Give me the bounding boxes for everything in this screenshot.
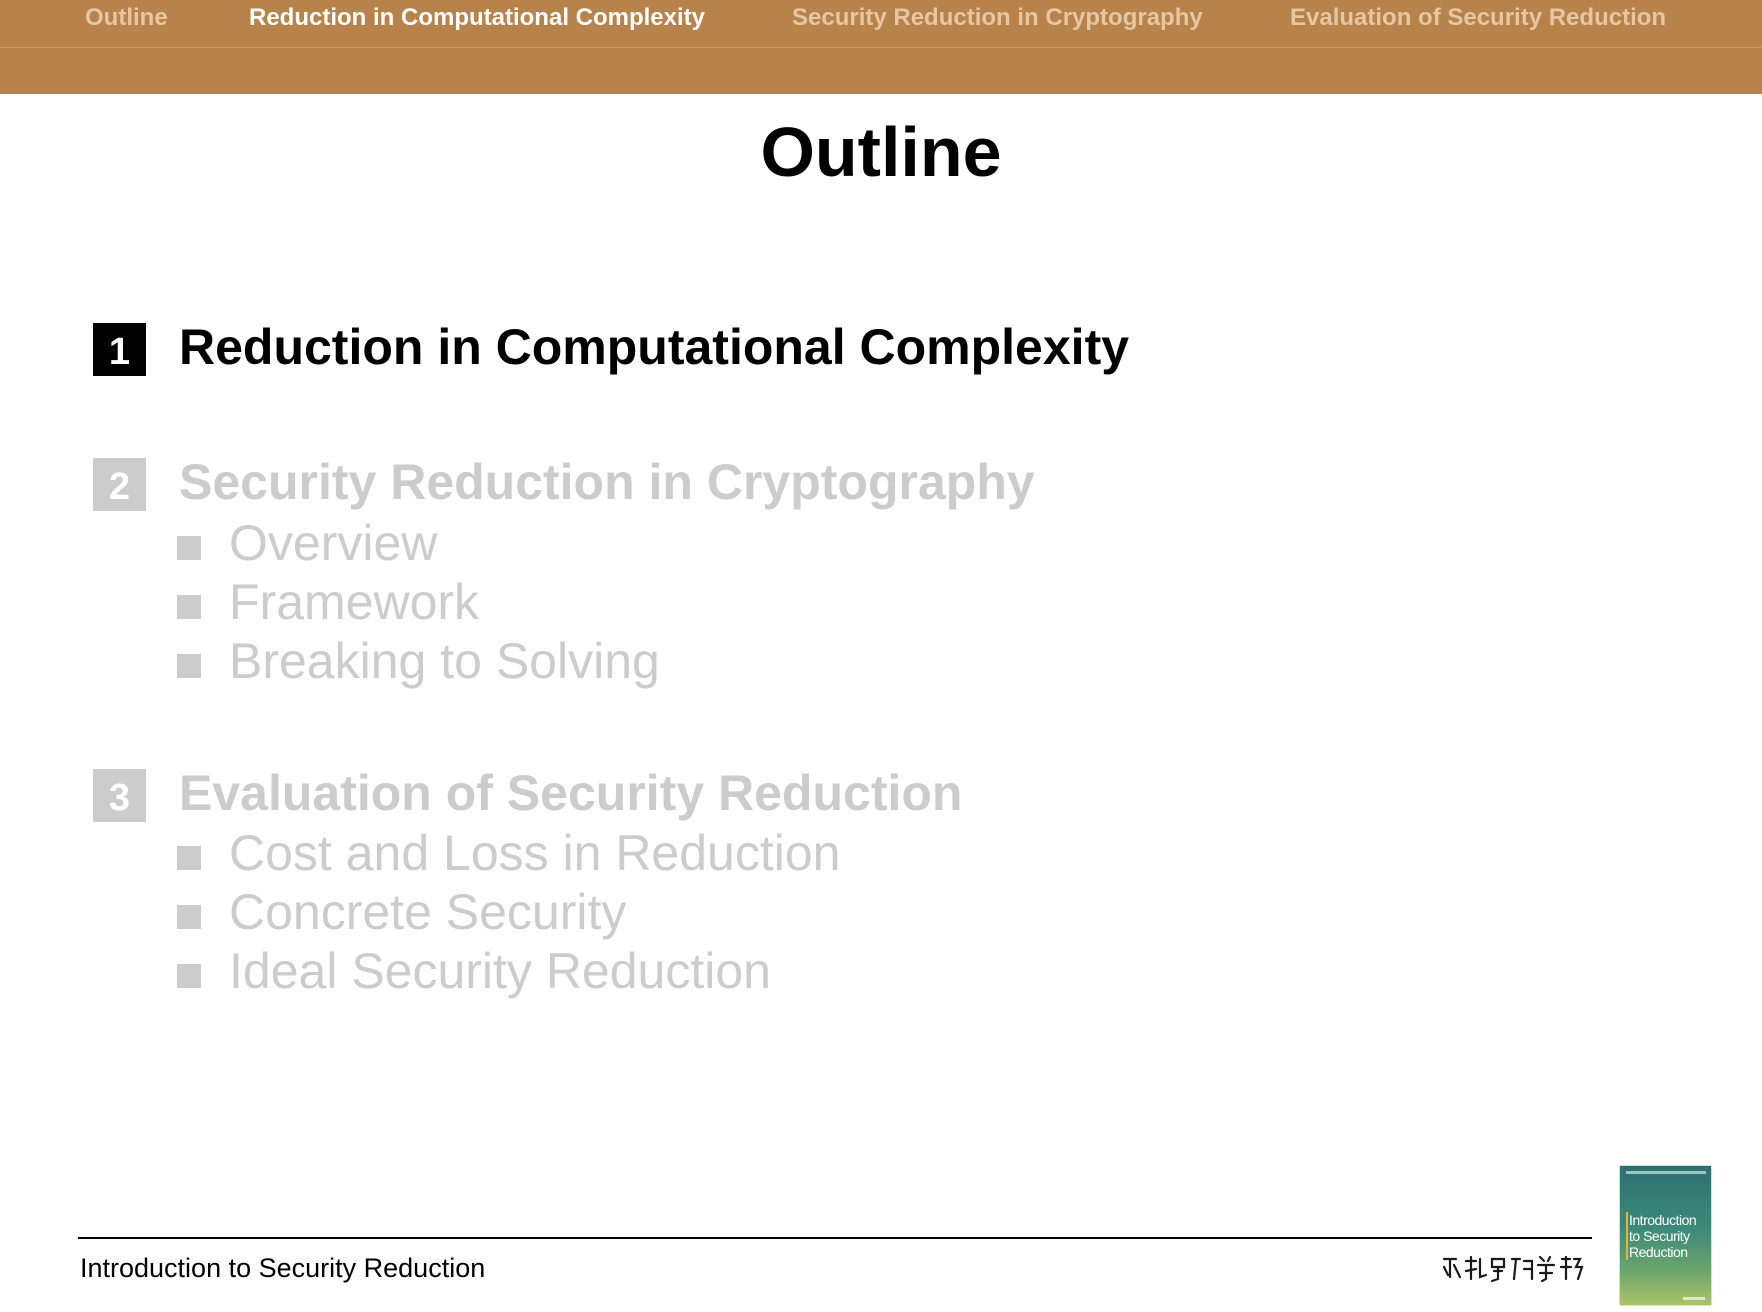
cover-title	[1629, 1212, 1709, 1260]
square-bullet-icon	[177, 654, 201, 678]
footer-divider	[78, 1237, 1592, 1239]
nav-item-outline[interactable]: Outline	[85, 4, 168, 31]
square-bullet-icon	[177, 846, 201, 870]
section-number-badge: 1	[93, 323, 146, 376]
section-nav	[0, 0, 1762, 48]
cover-title-line: Introduction	[1629, 1212, 1697, 1228]
cover-title-line: Reduction	[1629, 1244, 1688, 1260]
section-title: Security Reduction in Cryptography	[179, 454, 1035, 510]
section-title: Evaluation of Security Reduction	[179, 765, 963, 821]
nav-item-security-reduction-crypto[interactable]: Security Reduction in Cryptography	[792, 4, 1203, 31]
calligraphy-logo-icon	[1440, 1251, 1590, 1285]
subsection-label: Ideal Security Reduction	[229, 943, 771, 999]
subsection-label: Concrete Security	[229, 884, 627, 940]
section-number-badge: 3	[93, 769, 146, 822]
subsection-label: Cost and Loss in Reduction	[229, 825, 841, 881]
book-cover-thumbnail	[1620, 1166, 1711, 1305]
section-number-badge: 2	[93, 458, 146, 511]
square-bullet-icon	[177, 536, 201, 560]
cover-title-line: to Security	[1629, 1228, 1690, 1244]
square-bullet-icon	[177, 964, 201, 988]
subsection-label: Breaking to Solving	[229, 633, 660, 689]
slide-title: Outline	[760, 113, 1002, 191]
subsection-label: Framework	[229, 574, 480, 630]
nav-item-evaluation-security[interactable]: Evaluation of Security Reduction	[1290, 4, 1667, 31]
square-bullet-icon	[177, 905, 201, 929]
nav-item-reduction-complexity[interactable]: Reduction in Computational Complexity	[249, 4, 706, 31]
subsection-label: Overview	[229, 515, 438, 571]
section-title: Reduction in Computational Complexity	[179, 319, 1130, 375]
cover-publisher-mark	[1683, 1297, 1705, 1300]
cover-authors-strip	[1626, 1171, 1706, 1174]
footer-title: Introduction to Security Reduction	[80, 1253, 486, 1283]
square-bullet-icon	[177, 595, 201, 619]
cover-accent-bar	[1626, 1212, 1628, 1260]
header-navigation-bar	[0, 0, 1762, 94]
